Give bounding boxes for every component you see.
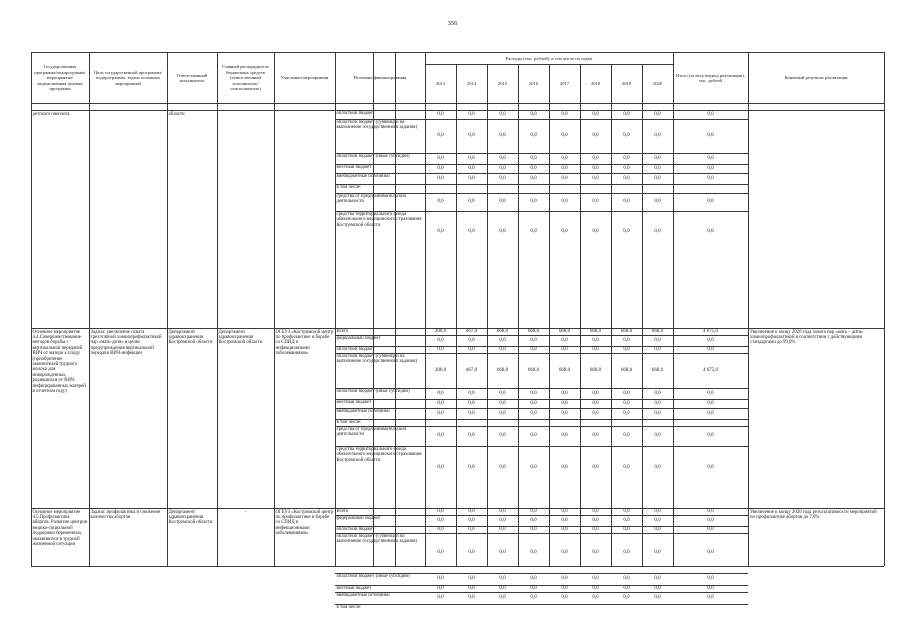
header-source: Источник финансирования xyxy=(353,75,407,81)
value-cell: 0,0 xyxy=(592,400,599,406)
value-cell: 0,0 xyxy=(561,595,568,600)
value-cell: 0,0 xyxy=(561,111,568,117)
value-cell: 0,0 xyxy=(623,337,630,343)
value-cell: 0,0 xyxy=(499,433,506,438)
value-cell: 668,0 xyxy=(496,328,509,334)
column-divider xyxy=(456,64,457,566)
value-cell: 0,0 xyxy=(623,526,630,532)
value-cell: 0,0 xyxy=(654,133,661,138)
value-cell: 0,0 xyxy=(623,155,630,161)
value-cell: 0,0 xyxy=(499,155,506,161)
block3-result: Увеличение к концу 2020 года результативности мероприятий по профилактике абортов до 7,0% xyxy=(750,509,877,520)
column-divider xyxy=(89,52,90,566)
value-cell: 0,0 xyxy=(592,517,599,523)
value-cell: 0,0 xyxy=(499,410,506,416)
value-cell: 668,0 xyxy=(589,328,602,334)
value-cell: 0,0 xyxy=(499,346,506,352)
value-cell: 0,0 xyxy=(561,133,568,138)
value-cell: 0,0 xyxy=(530,199,537,204)
block2-distributor: Департамент здравоохранения Костромской области xyxy=(218,329,263,346)
value-cell: 0,0 xyxy=(530,400,537,406)
value-cell: 0,0 xyxy=(623,576,630,581)
value-cell: 0,0 xyxy=(437,465,444,470)
value-cell: 0,0 xyxy=(561,585,568,591)
value-cell: 668,0 xyxy=(651,328,664,334)
value-cell: 0,0 xyxy=(437,595,444,600)
value-cell: 0,0 xyxy=(654,390,661,396)
source-label: в том числе: xyxy=(336,419,362,425)
value-cell: 0,0 xyxy=(468,585,475,591)
value-cell: 0,0 xyxy=(530,111,537,117)
column-divider xyxy=(748,52,749,566)
value-cell: 0,0 xyxy=(561,400,568,406)
value-cell: 0,0 xyxy=(468,337,475,343)
block3-participants: ОГБУЗ «Костромской центр по профилактике и борьбе со СПИД и инфекционными заболеваниями» xyxy=(275,509,334,537)
value-cell: 0,0 xyxy=(530,165,537,171)
value-cell: 0,0 xyxy=(654,175,661,181)
value-cell: 0,0 xyxy=(623,400,630,406)
value-cell: 467,0 xyxy=(465,367,478,373)
header-total: Итого (за весь период реализации), тыс. рублей xyxy=(676,72,745,83)
value-cell: 0,0 xyxy=(654,465,661,470)
value-cell: 0,0 xyxy=(437,550,444,555)
value-cell: 0,0 xyxy=(530,337,537,343)
value-cell: 0,0 xyxy=(654,199,661,204)
value-cell: 0,0 xyxy=(592,410,599,416)
header-distributor: Главный распорядитель бюджетных средств (ответственный исполнитель/ соисполнитель) xyxy=(222,64,269,92)
value-cell: 0,0 xyxy=(499,229,506,234)
header-bottom-border xyxy=(31,103,884,104)
header-executor: Ответственный исполнитель xyxy=(176,72,208,83)
value-cell: 0,0 xyxy=(592,133,599,138)
value-cell: 0,0 xyxy=(499,199,506,204)
value-cell: 0,0 xyxy=(592,585,599,591)
value-cell: 0,0 xyxy=(530,229,537,234)
value-cell: 0,0 xyxy=(592,595,599,600)
value-cell: 0,0 xyxy=(654,585,661,591)
value-cell: 0,0 xyxy=(530,433,537,438)
value-cell: 0,0 xyxy=(707,337,714,343)
source-label: областной бюджет xyxy=(336,346,375,352)
header-year: 2014 xyxy=(466,81,477,87)
value-cell: 0,0 xyxy=(499,400,506,406)
value-cell: 0,0 xyxy=(707,400,714,406)
value-cell: 0,0 xyxy=(707,517,714,523)
block3-executor: Департамент здравоохранения Костромской области xyxy=(168,509,213,526)
value-cell: 0,0 xyxy=(499,165,506,171)
column-divider xyxy=(518,64,519,566)
value-cell: 0,0 xyxy=(561,337,568,343)
value-cell: 0,0 xyxy=(468,433,475,438)
value-cell: 0,0 xyxy=(707,229,714,234)
header-result: Конечный результат реализации xyxy=(784,75,848,81)
header-year: 2020 xyxy=(652,81,663,87)
value-cell: 668,0 xyxy=(589,367,602,373)
value-cell: 0,0 xyxy=(468,550,475,555)
value-cell: 0,0 xyxy=(707,508,714,514)
value-cell: 0,0 xyxy=(561,517,568,523)
source-label: средства территориального фонда обязательного медицинского страхования Костромской области xyxy=(336,446,422,463)
header-year: 2017 xyxy=(559,81,570,87)
column-divider xyxy=(673,52,674,566)
value-cell: 0,0 xyxy=(561,433,568,438)
value-cell: 0,0 xyxy=(561,550,568,555)
header-spending: Расходы (тыс. рублей), в том числе по годам xyxy=(505,55,593,61)
value-cell: 0,0 xyxy=(530,550,537,555)
value-cell: 0,0 xyxy=(530,585,537,591)
value-cell: 0,0 xyxy=(707,199,714,204)
value-cell: 0,0 xyxy=(623,517,630,523)
value-cell: 0,0 xyxy=(437,400,444,406)
value-cell: 0,0 xyxy=(468,526,475,532)
value-cell: 0,0 xyxy=(530,595,537,600)
source-label: средства от предпринимательской деятельности xyxy=(336,193,407,205)
source-label: областной бюджет (субвенции на выполнение государственного задания) xyxy=(336,353,418,365)
value-cell: 668,0 xyxy=(620,328,633,334)
value-cell: 0,0 xyxy=(468,155,475,161)
value-cell: 0,0 xyxy=(707,346,714,352)
value-cell: 0,0 xyxy=(561,390,568,396)
header-year: 2016 xyxy=(528,81,539,87)
value-cell: 0,0 xyxy=(437,337,444,343)
value-cell: 0,0 xyxy=(437,155,444,161)
value-cell: 0,0 xyxy=(654,433,661,438)
value-cell: 0,0 xyxy=(499,595,506,600)
value-cell: 0,0 xyxy=(707,410,714,416)
value-cell: 0,0 xyxy=(623,433,630,438)
value-cell: 0,0 xyxy=(561,576,568,581)
value-cell: 0,0 xyxy=(592,175,599,181)
value-cell: 0,0 xyxy=(654,517,661,523)
value-cell: 0,0 xyxy=(437,517,444,523)
value-cell: 668,0 xyxy=(558,367,571,373)
value-cell: 0,0 xyxy=(592,346,599,352)
column-divider xyxy=(611,64,612,566)
source-label: Всего xyxy=(336,508,349,514)
value-cell: 0,0 xyxy=(707,390,714,396)
value-cell: 668,0 xyxy=(651,367,664,373)
header-goal: Цель государственной программы/подпрограммы, задача основных мероприятий xyxy=(93,69,163,86)
value-cell: 0,0 xyxy=(707,133,714,138)
value-cell: 0,0 xyxy=(623,199,630,204)
value-cell: 0,0 xyxy=(468,133,475,138)
source-label: областной бюджет (субвенции на выполнение государственного задания) xyxy=(336,533,418,545)
source-label: средства территориального фонда обязательного медицинского страхования Костромской области xyxy=(336,211,422,228)
value-cell: 0,0 xyxy=(654,550,661,555)
value-cell: 0,0 xyxy=(530,576,537,581)
value-cell: 0,0 xyxy=(530,517,537,523)
header-program: Государственная программа/подпрограмма/ мероприятие/ ведомственная целевая программа xyxy=(34,64,86,92)
value-cell: 0,0 xyxy=(707,155,714,161)
value-cell: 0,0 xyxy=(468,410,475,416)
value-cell: 0,0 xyxy=(468,175,475,181)
value-cell: 200,0 xyxy=(434,367,447,373)
value-cell: 0,0 xyxy=(592,550,599,555)
value-cell: 0,0 xyxy=(468,165,475,171)
value-cell: 0,0 xyxy=(499,337,506,343)
value-cell: 0,0 xyxy=(499,550,506,555)
value-cell: 0,0 xyxy=(654,229,661,234)
value-cell: 0,0 xyxy=(468,111,475,117)
page-number: 356 xyxy=(447,20,458,27)
value-cell: 0,0 xyxy=(530,133,537,138)
value-cell: 0,0 xyxy=(707,465,714,470)
value-cell: 0,0 xyxy=(707,576,714,581)
value-cell: 0,0 xyxy=(592,111,599,117)
column-divider xyxy=(549,64,550,566)
column-divider xyxy=(31,52,32,566)
column-divider xyxy=(487,64,488,566)
value-cell: 0,0 xyxy=(707,165,714,171)
value-cell: 0,0 xyxy=(499,526,506,532)
column-divider xyxy=(274,52,275,566)
value-cell: 0,0 xyxy=(592,229,599,234)
source-label: областной бюджет (иные субсидии) xyxy=(336,153,410,159)
value-cell: 0,0 xyxy=(530,526,537,532)
value-cell: 0,0 xyxy=(707,111,714,117)
value-cell: 0,0 xyxy=(530,465,537,470)
block3-distributor: - xyxy=(244,509,247,515)
source-label: областной бюджет xyxy=(336,110,375,116)
value-cell: 0,0 xyxy=(592,433,599,438)
value-cell: 0,0 xyxy=(468,199,475,204)
value-cell: 0,0 xyxy=(654,526,661,532)
column-divider xyxy=(167,52,168,566)
budget-table xyxy=(31,52,884,610)
value-cell: 0,0 xyxy=(468,595,475,600)
value-cell: 0,0 xyxy=(592,337,599,343)
value-cell: 668,0 xyxy=(496,367,509,373)
block1-program: детского онколога xyxy=(32,111,70,117)
value-cell: 0,0 xyxy=(592,508,599,514)
value-cell: 0,0 xyxy=(468,465,475,470)
source-label: внебюджетные источники xyxy=(336,408,390,414)
value-cell: 0,0 xyxy=(437,585,444,591)
column-divider xyxy=(580,64,581,566)
value-cell: 0,0 xyxy=(623,133,630,138)
header-year: 2015 xyxy=(497,81,508,87)
value-cell: 0,0 xyxy=(499,133,506,138)
value-cell: 0,0 xyxy=(623,346,630,352)
value-cell: 0,0 xyxy=(561,526,568,532)
value-cell: 4 675,0 xyxy=(703,328,718,334)
column-divider xyxy=(425,52,426,566)
value-cell: 0,0 xyxy=(654,346,661,352)
value-cell: 0,0 xyxy=(499,508,506,514)
value-cell: 0,0 xyxy=(468,400,475,406)
value-cell: 0,0 xyxy=(530,175,537,181)
value-cell: 668,0 xyxy=(527,367,540,373)
header-year: 2018 xyxy=(590,81,601,87)
block3-goal: Задача: профилактика и снижение количества абортов xyxy=(90,509,161,520)
source-label: в том числе: xyxy=(336,184,362,190)
value-cell: 0,0 xyxy=(623,111,630,117)
value-cell: 0,0 xyxy=(592,526,599,532)
header-participants: Участники мероприятия xyxy=(280,75,329,81)
value-cell: 0,0 xyxy=(468,346,475,352)
block1-executor: области xyxy=(168,111,185,117)
value-cell: 0,0 xyxy=(499,517,506,523)
value-cell: 0,0 xyxy=(623,390,630,396)
source-label: внебюджетные источники xyxy=(336,173,390,179)
value-cell: 0,0 xyxy=(468,229,475,234)
value-cell: 0,0 xyxy=(437,175,444,181)
value-cell: 0,0 xyxy=(561,346,568,352)
value-cell: 0,0 xyxy=(437,390,444,396)
value-cell: 0,0 xyxy=(437,199,444,204)
header-year: 2019 xyxy=(621,81,632,87)
value-cell: 0,0 xyxy=(654,410,661,416)
source-label: областной бюджет (субвенции на выполнение государственного задания) xyxy=(336,119,418,131)
source-label: федеральный бюджет xyxy=(336,335,381,341)
value-cell: 0,0 xyxy=(623,465,630,470)
table-bottom-border xyxy=(31,566,884,567)
source-label: федеральный бюджет xyxy=(336,515,381,521)
value-cell: 0,0 xyxy=(499,465,506,470)
header-year: 2013 xyxy=(435,81,446,87)
value-cell: 0,0 xyxy=(468,508,475,514)
value-cell: 668,0 xyxy=(558,328,571,334)
value-cell: 0,0 xyxy=(437,410,444,416)
column-divider xyxy=(642,64,643,566)
value-cell: 0,0 xyxy=(468,576,475,581)
value-cell: 0,0 xyxy=(654,165,661,171)
value-cell: 0,0 xyxy=(561,229,568,234)
value-cell: 0,0 xyxy=(707,433,714,438)
value-cell: 0,0 xyxy=(592,165,599,171)
column-divider xyxy=(217,52,218,566)
source-label: в том числе: xyxy=(336,604,362,610)
source-label: местный бюджет xyxy=(336,164,372,170)
block2-result: Увеличение к концу 2020 года охвата пар «мать – дитя» химиопрофилактикой в соответствии с действующими стандартами до 99,0% xyxy=(750,329,864,346)
value-cell: 0,0 xyxy=(623,550,630,555)
value-cell: 0,0 xyxy=(623,595,630,600)
value-cell: 0,0 xyxy=(623,585,630,591)
value-cell: 0,0 xyxy=(707,550,714,555)
block2-participants: ОГБУЗ «Костромской центр по профилактике и борьбе со СПИД и инфекционными заболеваниями» xyxy=(275,329,334,357)
value-cell: 0,0 xyxy=(654,508,661,514)
value-cell: 0,0 xyxy=(592,465,599,470)
value-cell: 0,0 xyxy=(499,390,506,396)
value-cell: 0,0 xyxy=(437,433,444,438)
value-cell: 0,0 xyxy=(499,111,506,117)
value-cell: 0,0 xyxy=(561,165,568,171)
block2-executor: Департамент здравоохранения Костромской области xyxy=(168,329,213,346)
value-cell: 0,0 xyxy=(499,585,506,591)
value-cell: 0,0 xyxy=(707,595,714,600)
value-cell: 0,0 xyxy=(530,410,537,416)
value-cell: 668,0 xyxy=(527,328,540,334)
value-cell: 467,0 xyxy=(465,328,478,334)
value-cell: 0,0 xyxy=(592,390,599,396)
value-cell: 0,0 xyxy=(437,576,444,581)
value-cell: 0,0 xyxy=(623,165,630,171)
value-cell: 0,0 xyxy=(592,155,599,161)
value-cell: 0,0 xyxy=(561,410,568,416)
source-label: областной бюджет (иные субсидии) xyxy=(336,573,410,579)
value-cell: 0,0 xyxy=(654,155,661,161)
value-cell: 0,0 xyxy=(437,165,444,171)
value-cell: 0,0 xyxy=(437,229,444,234)
source-label: внебюджетные источники xyxy=(336,592,390,598)
value-cell: 0,0 xyxy=(437,111,444,117)
value-cell: 0,0 xyxy=(468,517,475,523)
value-cell: 200,0 xyxy=(434,328,447,334)
value-cell: 0,0 xyxy=(530,390,537,396)
value-cell: 0,0 xyxy=(468,390,475,396)
source-label: Всего xyxy=(336,328,349,334)
value-cell: 0,0 xyxy=(654,111,661,117)
source-label: местный бюджет xyxy=(336,585,372,591)
value-cell: 0,0 xyxy=(530,508,537,514)
source-label: местный бюджет xyxy=(336,399,372,405)
value-cell: 0,0 xyxy=(654,576,661,581)
value-cell: 668,0 xyxy=(620,367,633,373)
value-cell: 0,0 xyxy=(561,508,568,514)
value-cell: 0,0 xyxy=(437,346,444,352)
value-cell: 0,0 xyxy=(707,175,714,181)
value-cell: 0,0 xyxy=(530,155,537,161)
value-cell: 0,0 xyxy=(623,508,630,514)
column-divider xyxy=(884,52,885,566)
value-cell: 0,0 xyxy=(561,465,568,470)
value-cell: 0,0 xyxy=(654,337,661,343)
value-cell: 0,0 xyxy=(707,585,714,591)
source-label: областной бюджет (иные субсидии) xyxy=(336,388,410,394)
block2-goal: Задача: увеличение охвата трехэтапной химиопрофилактикой пар «мать-дитя» в целях предупреждения вертикальной передачи ВИЧ-инфекции xyxy=(90,329,162,357)
value-cell: 0,0 xyxy=(499,576,506,581)
value-cell: 0,0 xyxy=(654,400,661,406)
value-cell: 4 675,0 xyxy=(703,367,718,373)
value-cell: 0,0 xyxy=(623,229,630,234)
block3-program: Основное мероприятие 4.5.Профилактика абортов. Развитие центров медико-социальной поддержки беременных, оказавшихся в трудной жизненной ситуации xyxy=(32,509,87,547)
value-cell: 0,0 xyxy=(592,199,599,204)
value-cell: 0,0 xyxy=(530,346,537,352)
value-cell: 0,0 xyxy=(592,576,599,581)
block2-program: Основное мероприятие 4.4.Совершенствование методов борьбы с вертикальной передачей ВИЧ от матери к плоду (приобретение заменителей грудного молока для новорожденных, родившихся от ВИЧ-инфицированных матерей в отчетном году) xyxy=(32,329,86,394)
value-cell: 0,0 xyxy=(654,595,661,600)
value-cell: 0,0 xyxy=(561,199,568,204)
source-label: областной бюджет xyxy=(336,526,375,532)
value-cell: 0,0 xyxy=(707,526,714,532)
value-cell: 0,0 xyxy=(437,508,444,514)
source-label: средства от предпринимательской деятельности xyxy=(336,426,407,438)
value-cell: 0,0 xyxy=(623,175,630,181)
value-cell: 0,0 xyxy=(437,526,444,532)
value-cell: 0,0 xyxy=(623,410,630,416)
value-cell: 0,0 xyxy=(437,133,444,138)
value-cell: 0,0 xyxy=(561,175,568,181)
value-cell: 0,0 xyxy=(499,175,506,181)
value-cell: 0,0 xyxy=(561,155,568,161)
